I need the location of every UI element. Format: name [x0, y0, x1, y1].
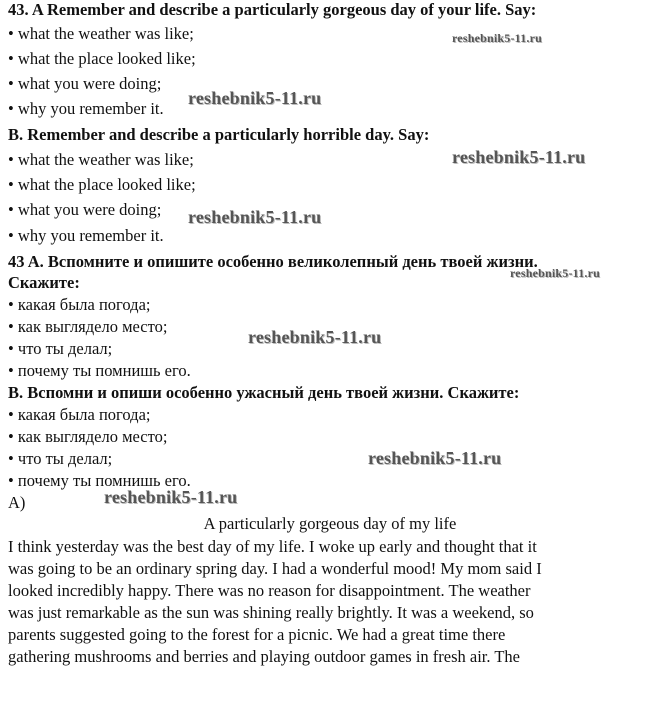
- watermark: reshebnik5-11.ru: [188, 207, 322, 227]
- section-b-en-item-1: • what the weather was like;: [8, 150, 194, 169]
- section-a-ru-item-2: • как выглядело место;: [8, 317, 168, 336]
- watermark: reshebnik5-11.ru: [188, 88, 322, 108]
- watermark: reshebnik5-11.ru: [452, 31, 542, 45]
- answer-line: parents suggested going to the forest for a picnic. We had a great time there: [8, 625, 506, 644]
- section-a-ru-heading-line1: 43 A. Вспомните и опишите особенно великолепный день твоей жизни.: [8, 252, 538, 271]
- section-b-ru-item-4: • почему ты помнишь его.: [8, 471, 191, 490]
- section-b-en-item-4: • why you remember it.: [8, 226, 164, 245]
- answer-line: was just remarkable as the sun was shining really brightly. It was a weekend, so: [8, 603, 534, 622]
- section-b-en-item-2: • what the place looked like;: [8, 175, 196, 194]
- answer-line: gathering mushrooms and berries and playing outdoor games in fresh air. The: [8, 647, 520, 666]
- section-b-ru-item-2: • как выглядело место;: [8, 427, 168, 446]
- section-a-en-item-3: • what you were doing;: [8, 74, 162, 93]
- watermark: reshebnik5-11.ru: [368, 448, 502, 468]
- section-a-ru-item-4: • почему ты помнишь его.: [8, 361, 191, 380]
- answer-title: A particularly gorgeous day of my life: [203, 514, 457, 533]
- section-a-en-item-4: • why you remember it.: [8, 99, 164, 118]
- answer-paragraph: [8, 536, 658, 668]
- section-a-ru-item-1: • какая была погода;: [8, 295, 151, 314]
- section-b-en-heading: B. Remember and describe a particularly horrible day. Say:: [8, 125, 430, 144]
- section-b-en-item-3: • what you were doing;: [8, 200, 162, 219]
- answer-line: looked incredibly happy. There was no reason for disappointment. The weather: [8, 581, 531, 600]
- section-a-en-item-2: • what the place looked like;: [8, 49, 196, 68]
- section-a-en-item-1: • what the weather was like;: [8, 24, 194, 43]
- section-a-ru-item-3: • что ты делал;: [8, 339, 113, 358]
- watermark: reshebnik5-11.ru: [104, 487, 238, 507]
- watermark: reshebnik5-11.ru: [452, 147, 586, 167]
- section-a-en-heading: 43. A Remember and describe a particularly gorgeous day of your life. Say:: [8, 0, 537, 19]
- watermark: reshebnik5-11.ru: [510, 266, 600, 280]
- section-b-ru-item-1: • какая была погода;: [8, 405, 151, 424]
- section-b-ru-heading: B. Вспомни и опиши особенно ужасный день твоей жизни. Скажите:: [8, 383, 520, 402]
- answer-label: A): [8, 493, 26, 512]
- section-a-ru-heading-line2: Скажите:: [8, 273, 80, 292]
- answer-line: I think yesterday was the best day of my life. I woke up early and thought that it: [8, 537, 537, 556]
- section-b-ru-item-3: • что ты делал;: [8, 449, 113, 468]
- answer-line: was going to be an ordinary spring day. I had a wonderful mood! My mom said I: [8, 559, 542, 578]
- watermark: reshebnik5-11.ru: [248, 327, 382, 347]
